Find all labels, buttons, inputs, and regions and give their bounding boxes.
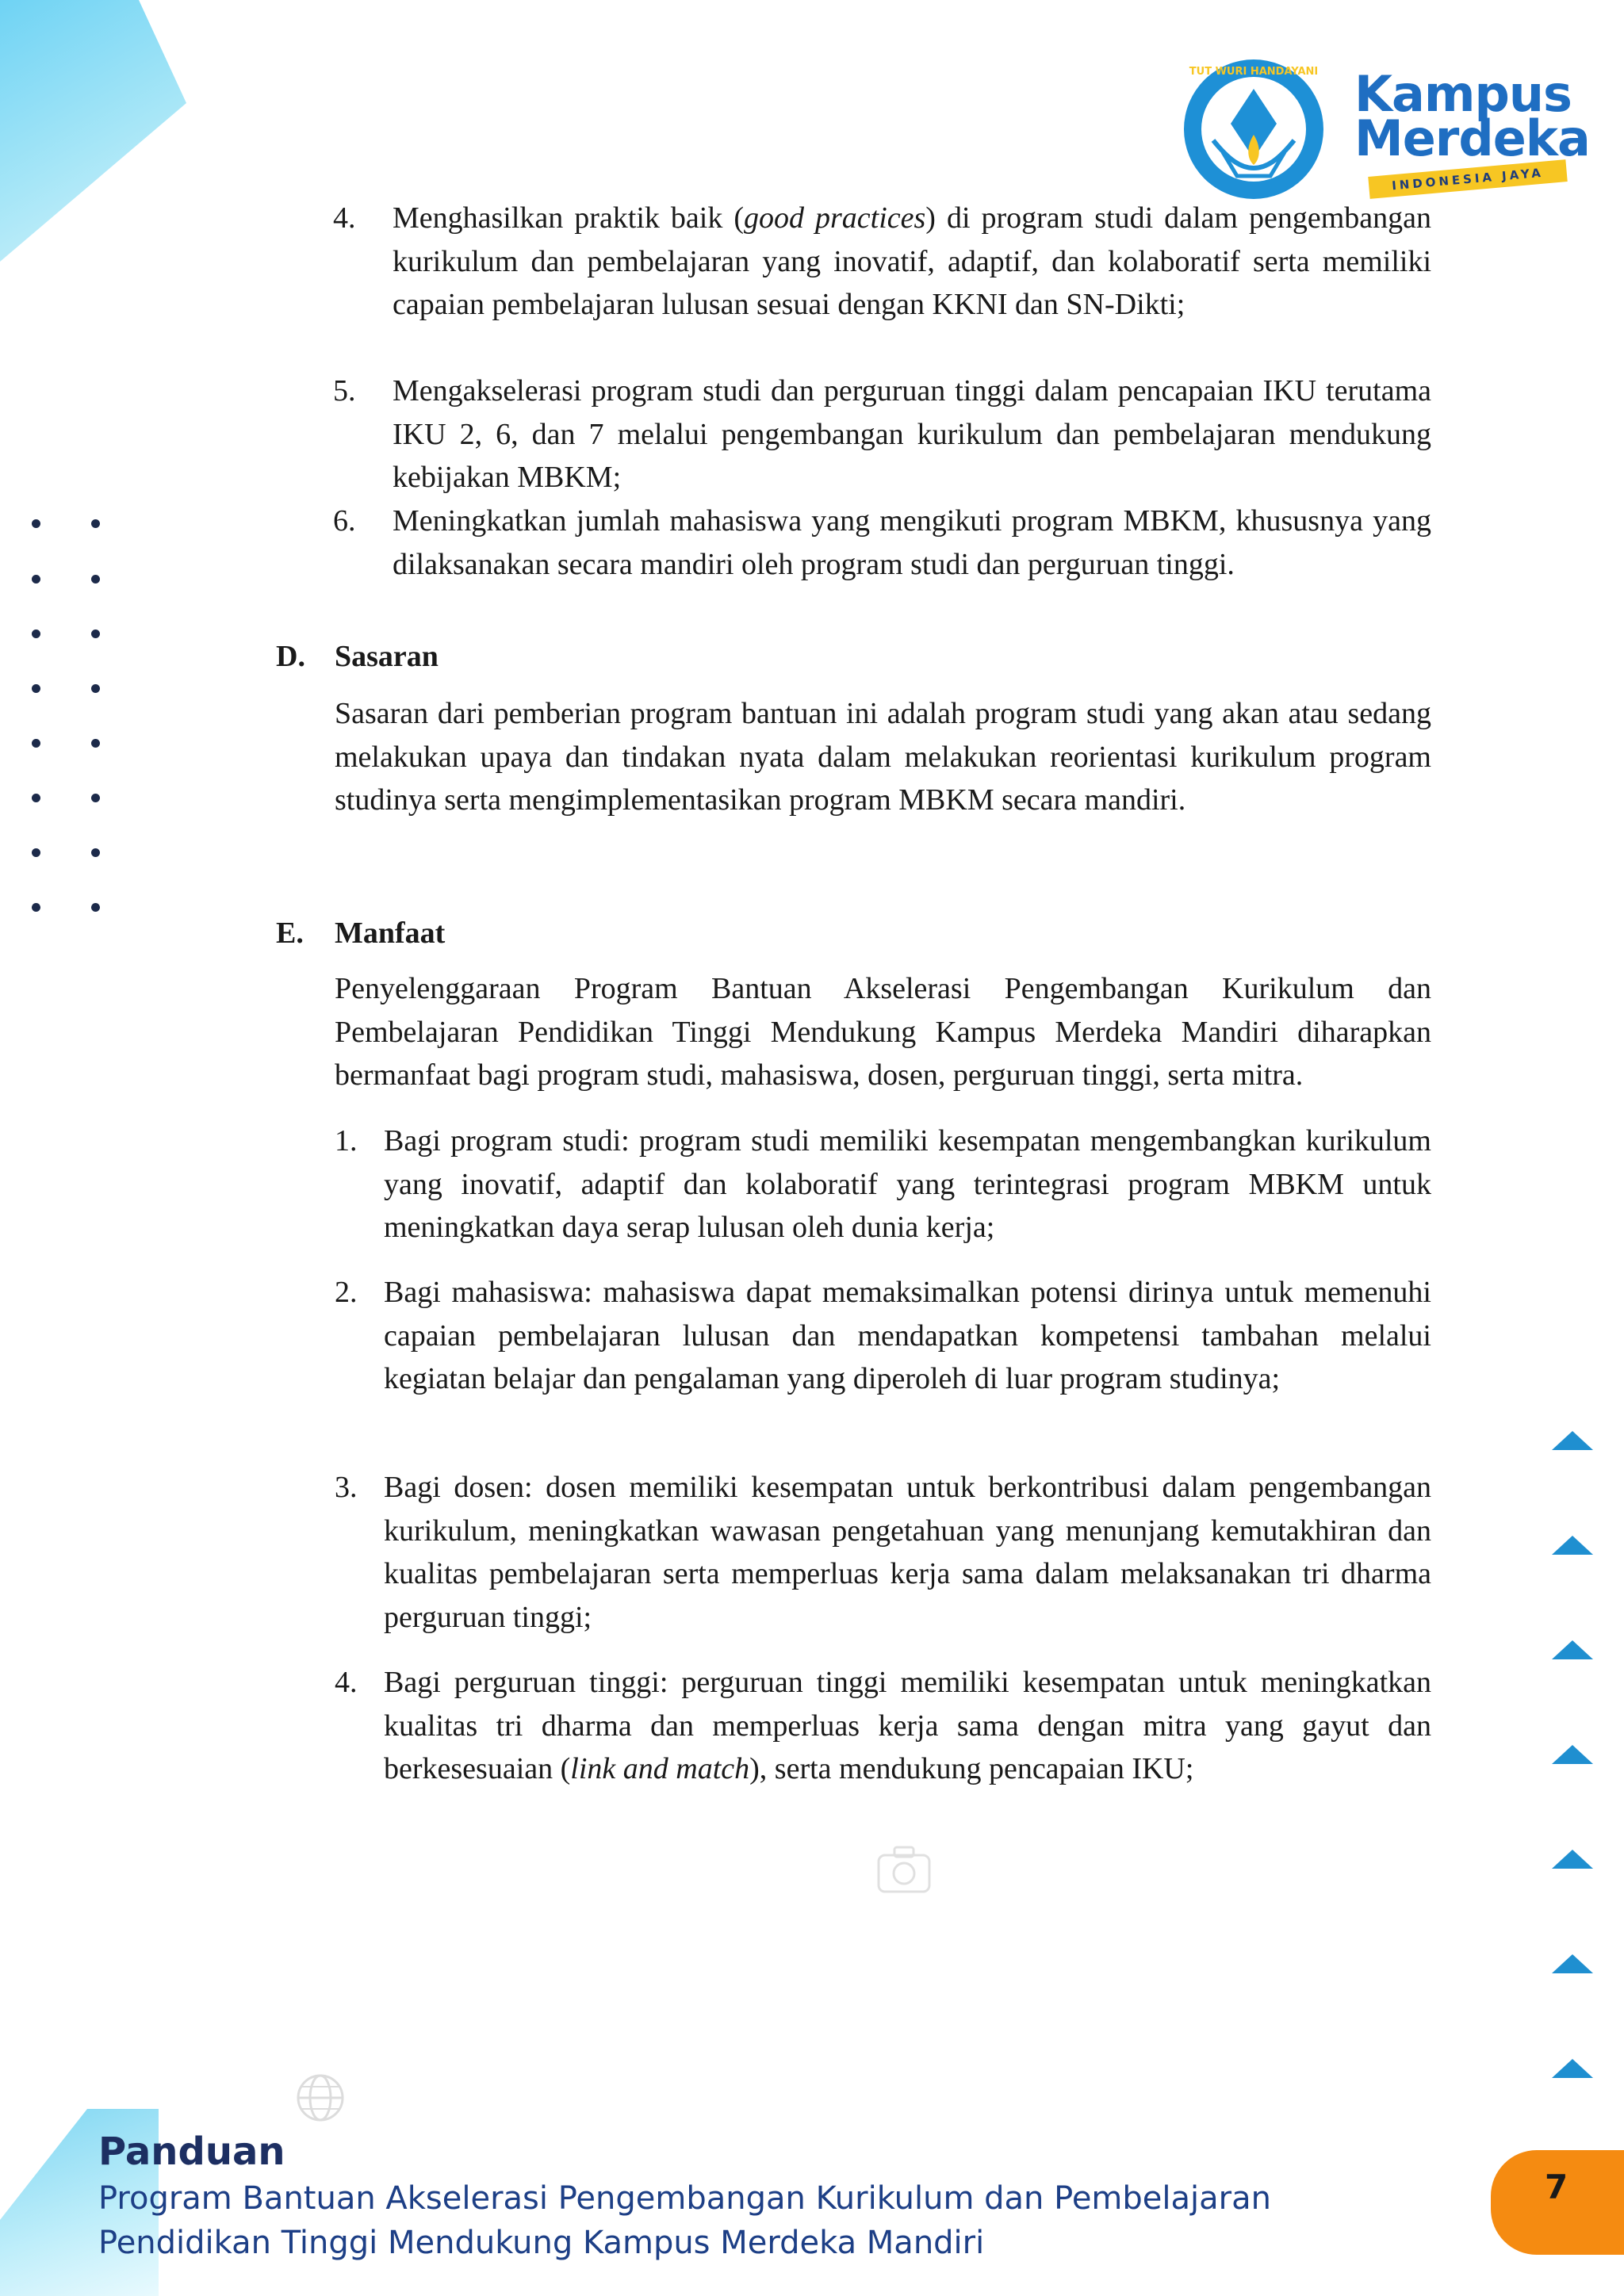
- brand-line1: Kampus: [1354, 65, 1572, 123]
- list-number: 1.: [335, 1124, 358, 1158]
- globe-icon: [295, 2072, 346, 2127]
- chevron-up-icon: [1550, 1953, 1595, 1975]
- chevron-up-icon: [1550, 1639, 1595, 1661]
- tut-wuri-handayani-logo: [1182, 57, 1326, 201]
- section-letter: E.: [276, 916, 304, 950]
- section-title: Sasaran: [335, 640, 439, 673]
- chevron-up-icon: [1550, 1743, 1595, 1766]
- footer-subtitle-line1: Program Bantuan Akselerasi Pengembangan Kurikulum dan Pembelajaran: [98, 2180, 1271, 2217]
- chevron-up-icon: [1550, 1534, 1595, 1556]
- page-number: 7: [1545, 2168, 1568, 2206]
- list-item: Bagi perguruan tinggi: perguruan tinggi memiliki kesempatan untuk meningkatkan kualitas tri dharma dan memperluas kerja sama dengan mitra yang gayut dan berkesesuaian (link and match), serta mendukung pencapaian IKU;: [384, 1666, 1431, 1785]
- section-title: Manfaat: [335, 916, 446, 950]
- camera-icon: [875, 1844, 933, 1899]
- list-item: Mengakselerasi program studi dan perguruan tinggi dalam pencapaian IKU terutama IKU 2, 6, dan 7 melalui pengembangan kurikulum dan pembelajaran mendukung kebijakan MBKM;: [393, 374, 1431, 494]
- brand-tagline: INDONESIA JAYA: [1368, 159, 1567, 199]
- section-letter: D.: [276, 640, 305, 673]
- list-item: Bagi dosen: dosen memiliki kesempatan untuk berkontribusi dalam pengembangan kurikulum, meningkatkan wawasan pengetahuan yang menunjang kemutakhiran dan kualitas pembelajaran serta memperluas kerja sama dalam melaksanakan tri dharma perguruan tinggi;: [384, 1471, 1431, 1634]
- section-intro: Penyelenggaraan Program Bantuan Akselerasi Pengembangan Kurikulum dan Pembelajaran Pendidikan Tinggi Mendukung Kampus Merdeka Mandiri diharapkan bermanfaat bagi program studi, mahasiswa, dosen, perguruan tinggi, serta mitra.: [335, 972, 1431, 1092]
- corner-decoration: [0, 0, 190, 262]
- list-item: Bagi program studi: program studi memiliki kesempatan mengembangkan kurikulum yang inovatif, adaptif dan kolaboratif yang terintegrasi program MBKM untuk meningkatkan daya serap lulusan oleh dunia kerja;: [384, 1124, 1431, 1244]
- section-body: Sasaran dari pemberian program bantuan ini adalah program studi yang akan atau sedang melakukan upaya dan tindakan nyata dalam melakukan reorientasi kurikulum program studinya serta mengimplementasikan program MBKM secara mandiri.: [335, 697, 1431, 817]
- chevron-up-icon: [1550, 1848, 1595, 1870]
- list-number: 3.: [335, 1471, 358, 1504]
- chevron-up-icon: [1550, 2057, 1595, 2080]
- footer-title: Panduan: [98, 2130, 285, 2174]
- list-item: Bagi mahasiswa: mahasiswa dapat memaksimalkan potensi dirinya untuk memenuhi capaian pembelajaran lulusan dan mendapatkan kompetensi tambahan melalui kegiatan belajar dan pengalaman yang diperoleh di luar program studinya;: [384, 1276, 1431, 1395]
- list-number: 4.: [335, 1666, 358, 1699]
- list-item: Menghasilkan praktik baik (good practices) di program studi dalam pengembangan kurikulum dan pembelajaran yang inovatif, adaptif, dan kolaboratif serta memiliki capaian pembelajaran lulusan sesuai dengan KKNI dan SN-Dikti;: [393, 201, 1431, 321]
- footer-subtitle-line2: Pendidikan Tinggi Mendukung Kampus Merdeka Mandiri: [98, 2225, 985, 2261]
- list-item: Meningkatkan jumlah mahasiswa yang mengikuti program MBKM, khususnya yang dilaksanakan secara mandiri oleh program studi dan perguruan tinggi.: [393, 504, 1431, 581]
- list-number: 4.: [333, 201, 356, 235]
- list-number: 5.: [333, 374, 356, 408]
- page-number-badge: [1491, 2150, 1624, 2255]
- list-number: 2.: [335, 1276, 358, 1309]
- chevron-up-icon: [1550, 1429, 1595, 1452]
- svg-text:TUT WURI HANDAYANI: TUT WURI HANDAYANI: [1189, 66, 1319, 78]
- brand-line2: Merdeka: [1354, 109, 1590, 167]
- list-number: 6.: [333, 504, 356, 538]
- kampus-merdeka-logo: [1354, 65, 1590, 193]
